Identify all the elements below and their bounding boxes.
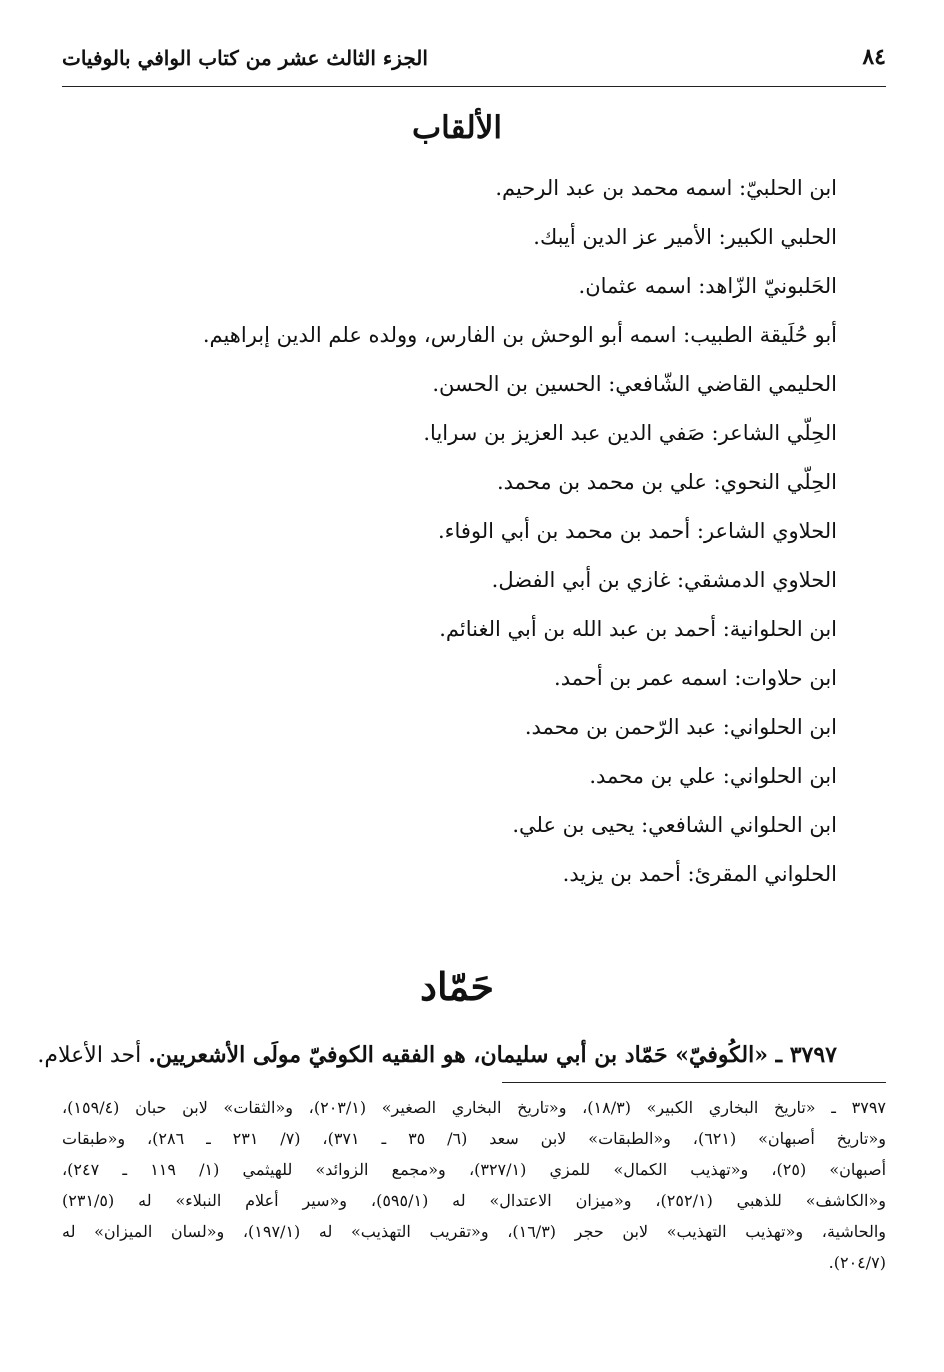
footnote-line: و«تاريخ أصبهان» (٦٢١)، و«الطبقات» لابن سعد (٦/ ٣٥ ـ ٣٧١)، (٧/ ٢٣١ ـ ٢٨٦)، و«طبقات — [62, 1129, 886, 1148]
alqab-entry: أبو حُلَيقة الطبيب: اسمه أبو الوحش بن الفارس، وولده علم الدين إبراهيم. — [202, 323, 837, 347]
footnote — [62, 1092, 886, 1278]
biography-entry-heading: ٣٧٩٧ ـ «الكُوفيّ» حَمّاد بن أبي سليمان، هو الفقيه الكوفيّ مولَى الأشعريين. — [148, 1042, 837, 1068]
alqab-entry: الحلاوي الشاعر: أحمد بن محمد بن أبي الوفاء. — [437, 519, 837, 543]
page-header — [62, 40, 886, 87]
alqab-entry: ابن الحلواني: عبد الرّحمن بن محمد. — [524, 715, 837, 739]
section-title-hammad: حَمّاد — [420, 964, 494, 1009]
footnote-line: أصبهان» (٢٥)، و«تهذيب الكمال» للمزي (٣٢٧/١)، و«مجمع الزوائد» للهيثمي (١/ ١١٩ ـ ٢٤٧)، — [62, 1160, 887, 1179]
alqab-entry: ابن الحلواني الشافعي: يحيى بن علي. — [512, 813, 837, 837]
section-title-alqab: الألقاب — [411, 110, 503, 146]
footnote-divider — [502, 1082, 886, 1083]
footnote-line: (٢٠٤/٧). — [828, 1253, 886, 1272]
page-number: ٨٤ — [862, 44, 886, 70]
alqab-entry: الحِلّي النحوي: علي بن محمد بن محمد. — [496, 470, 837, 494]
biography-entry-text: أحد الأعلام. — [37, 1043, 149, 1068]
alqab-entry: الحلبي الكبير: الأمير عز الدين أيبك. — [533, 225, 837, 249]
biography-entry — [37, 1030, 837, 1080]
footnote-line: ٣٧٩٧ ـ «تاريخ البخاري الكبير» (١٨/٣)، و«تاريخ البخاري الصغير» (٢٠٣/١)، و«الثقات» لابن حبان (١٥٩/٤)، — [62, 1098, 887, 1117]
alqab-entry: الحَلبونيّ الزّاهد: اسمه عثمان. — [578, 274, 837, 298]
alqab-entry: الحليمي القاضي الشّافعي: الحسين بن الحسن. — [432, 372, 837, 396]
alqab-entry: ابن الحلبيّ: اسمه محمد بن عبد الرحيم. — [495, 176, 837, 200]
footnote-line: و«الكاشف» للذهبي (٢٥٢/١)، و«ميزان الاعتدال» له (٥٩٥/١)، و«سير أعلام النبلاء» له (٢٣١/٥) — [62, 1191, 887, 1210]
alqab-list — [60, 164, 837, 899]
footnote-line: والحاشية، و«تهذيب التهذيب» لابن حجر (١٦/٣)، و«تقريب التهذيب» له (١٩٧/١)، و«لسان الميزان» له — [62, 1222, 887, 1241]
running-head: الجزء الثالث عشر من كتاب الوافي بالوفيات — [62, 46, 428, 70]
alqab-entry: الحِلّي الشاعر: صَفي الدين عبد العزيز بن سرايا. — [423, 421, 837, 445]
alqab-entry: ابن الحلواني: علي بن محمد. — [589, 764, 837, 788]
alqab-entry: ابن الحلوانية: أحمد بن عبد الله بن أبي الغنائم. — [439, 617, 837, 641]
alqab-entry: الحلاوي الدمشقي: غازي بن أبي الفضل. — [491, 568, 837, 592]
alqab-entry: ابن حلاوات: اسمه عمر بن أحمد. — [554, 666, 837, 690]
alqab-entry: الحلواني المقرئ: أحمد بن يزيد. — [562, 862, 837, 886]
